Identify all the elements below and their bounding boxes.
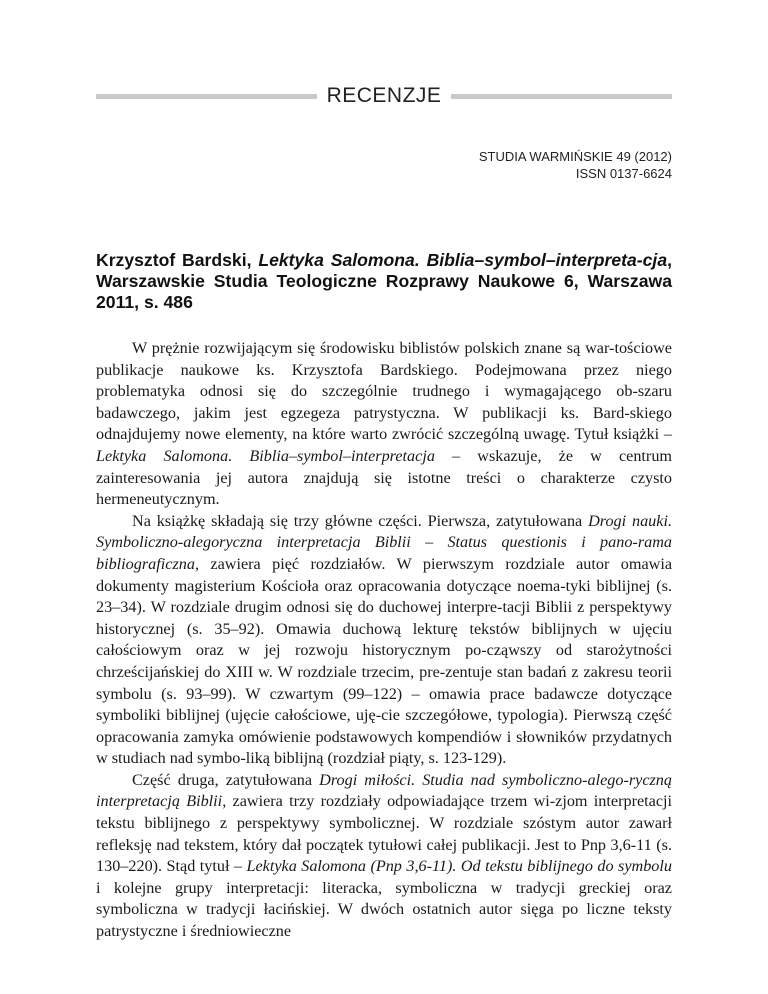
- journal-issn: ISSN 0137-6624: [575, 166, 672, 181]
- paragraph: [96, 511, 672, 770]
- header-rule-left: [96, 94, 317, 99]
- paragraph: [96, 338, 672, 511]
- book-title: Lektyka Salomona. Biblia–symbol–interpreta-cja: [258, 250, 668, 270]
- text-span: , zawiera pięć rozdziałów. W pierwszym rozdziale autor omawia dokumenty magisterium Kościoła oraz opracowania dotyczące noema-tyki biblijnej (s. 23–34). W rozdziale drugim odnosi się do duchowej interpre-tacji Biblii z perspektywy historycznej (s. 35–92). Omawia duchową lekturę tekstów biblijnych w ujęciu całościowym oraz w jej rozwoju historycznym po-cząwszy od starożytności chrześcijańskiej do XIII w. W rozdziale trzecim, pre-zentuje stan badań z zakresu teorii symbolu (s. 93–99). W czwartym (99–122) – omawia prace badawcze dotyczące symboliki biblijnej (ujęcie całościowe, uję-cie szczegółowe, typologia). Pierwszą część opracowania zamyka omówienie podstawowych kompendiów i słowników przydatnych w studiach nad symbo-liką biblijną (rozdział piąty, s. 123-129).: [96, 554, 672, 768]
- header-rule-right: [451, 94, 672, 99]
- text-span: – wskazuje, że w centrum zainteresowania jej autora znajdują się istotne treści o charakterze czysto hermeneutycznym.: [96, 446, 673, 509]
- text-span: i kolejne grupy interpretacji: literacka, symboliczna w tradycji greckiej oraz symboliczna w tradycji łacińskiej. W dwóch ostatnich autor sięga po liczne teksty patrystyczne i średniowieczne: [96, 878, 672, 941]
- section-header: [96, 82, 672, 110]
- text-span: W prężnie rozwijającym się środowisku biblistów polskich znane są war-tościowe publikacje naukowe ks. Krzysztofa Bardskiego. Podejmowana przez niego problematyka odnosi się do szczególnie trudnego i wymagającego ob-szaru badawczego, jakim jest egzegeza patrystyczna. W publikacji ks. Bard-skiego odnajdujemy nowe elementy, na które warto zwrócić szczególną uwagę. Tytuł książki –: [96, 339, 672, 444]
- italic-title: Lektyka Salomona. Biblia–symbol–interpretacja: [96, 446, 435, 465]
- section-title: RECENZJE: [326, 84, 442, 107]
- journal-title: STUDIA WARMIŃSKIE 49 (2012): [478, 149, 672, 164]
- italic-title: Lektyka Salomona (Pnp 3,6-11). Od tekstu biblijnego do symbolu: [246, 857, 672, 876]
- book-heading: [96, 250, 672, 313]
- review-body: [96, 338, 672, 943]
- text-span: Na książkę składają się trzy główne części. Pierwsza, zatytułowana: [132, 511, 589, 530]
- text-span: Część druga, zatytułowana: [132, 770, 320, 789]
- journal-info: [479, 148, 672, 182]
- book-author: Krzysztof Bardski,: [96, 250, 259, 270]
- text-span: , zawiera trzy rozdziały odpowiadające trzem wi-zjom interpretacji tekstu biblijnego z perspektywy symbolicznej. W rozdziale szóstym autor zawarł refleksję nad tekstem, który dał początek tytułowi całej publikacji. Jest to Pnp 3,6-11 (s. 130–220). Stąd tytuł –: [96, 792, 673, 876]
- italic-title: Drogi nauki. Symboliczno-alegoryczna interpretacja Biblii – Status questionis i pano-rama bibliograficzna: [96, 511, 672, 573]
- italic-title: Drogi miłości. Studia nad symboliczno-alego-ryczną interpretacją Biblii: [96, 770, 672, 811]
- book-details: , Warszawskie Studia Teologiczne Rozprawy Naukowe 6, Warszawa 2011, s. 486: [96, 250, 672, 312]
- paragraph: [96, 770, 672, 943]
